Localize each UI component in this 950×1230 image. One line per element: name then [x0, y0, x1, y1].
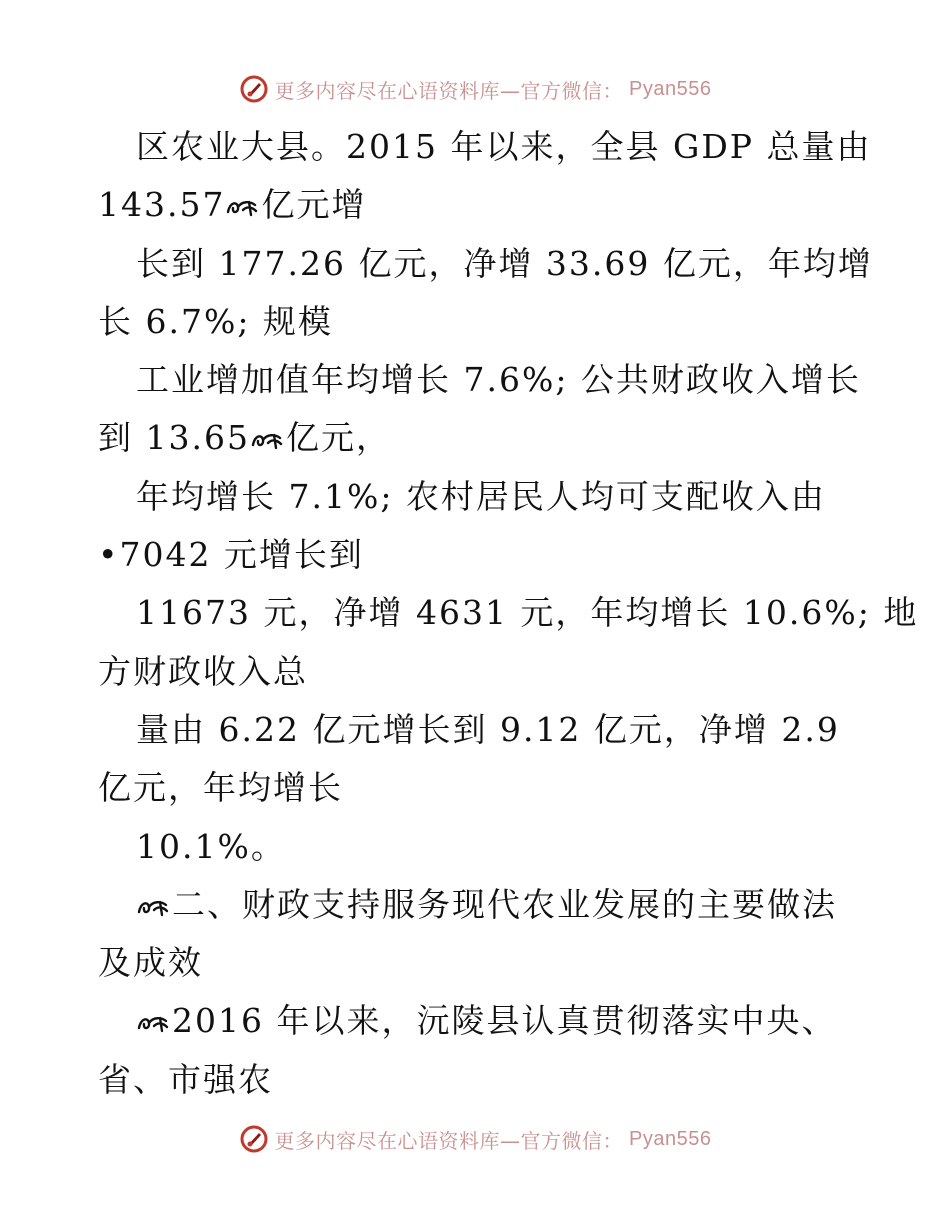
- line-text: 10.1%。: [136, 826, 286, 866]
- text-line: [98, 584, 919, 642]
- text-line: [98, 934, 888, 992]
- ornament-glyph-icon: [136, 994, 170, 1016]
- text-line: [98, 526, 888, 584]
- text-line: [98, 351, 888, 409]
- text-line: [98, 468, 888, 526]
- text-line: [98, 293, 888, 351]
- brand-logo-icon: [239, 1124, 269, 1154]
- ornament-glyph-icon: [250, 411, 284, 433]
- line-text: 年均增长 7.1%; 农村居民人均可支配收入由: [136, 476, 826, 516]
- footer-watermark: [0, 1124, 950, 1154]
- text-line: [98, 992, 888, 1050]
- line-text: 长 6.7%; 规模: [98, 301, 333, 341]
- brand-logo-icon: [239, 74, 269, 104]
- watermark-text: 更多内容尽在心语资料库—官方微信：: [274, 78, 624, 103]
- line-text: 长到 177.26 亿元，净增 33.69 亿元，年均增: [136, 243, 873, 283]
- line-text: 到 13.65: [98, 418, 250, 458]
- line-text: 及成效: [98, 943, 203, 983]
- line-text-suffix: 亿元增: [261, 185, 367, 225]
- text-line: [98, 701, 888, 759]
- line-text-suffix: 2016 年以来，沅陵县认真贯彻落实中央、: [172, 1001, 837, 1041]
- ornament-glyph-icon: [136, 878, 170, 900]
- line-text: 量由 6.22 亿元增长到 9.12 亿元，净增 2.9: [136, 709, 840, 749]
- document-body: [98, 118, 919, 1109]
- header-watermark: [0, 74, 950, 104]
- line-text-suffix: 亿元，: [285, 418, 391, 458]
- line-text: 143.57: [98, 185, 226, 225]
- text-line: [98, 876, 888, 934]
- line-text: 方财政收入总: [98, 651, 308, 691]
- line-text: 区农业大县。2015 年以来，全县 GDP 总量由: [136, 127, 872, 166]
- line-text: 11673 元，净增 4631 元，年均增长 10.6%; 地: [136, 593, 919, 633]
- text-line: [98, 235, 888, 293]
- text-line: [98, 409, 888, 467]
- watermark-text: 更多内容尽在心语资料库—官方微信：: [274, 1128, 624, 1153]
- text-line: [98, 118, 888, 176]
- watermark-wechat-id: Pyan556: [629, 77, 712, 100]
- text-line: [98, 176, 888, 234]
- line-text: •7042 元增长到: [98, 535, 364, 575]
- text-line: [98, 643, 888, 701]
- line-text: 工业增加值年均增长 7.6%; 公共财政收入增长: [136, 360, 861, 400]
- text-line: [98, 1051, 888, 1109]
- line-text: 省、市强农: [98, 1059, 273, 1099]
- text-line: [98, 818, 888, 876]
- line-text: 亿元，年均增长: [98, 768, 343, 808]
- text-line: [98, 759, 888, 817]
- line-text-suffix: 二、财政支持服务现代农业发展的主要做法: [172, 884, 837, 924]
- ornament-glyph-icon: [225, 178, 259, 200]
- watermark-wechat-id: Pyan556: [629, 1127, 712, 1150]
